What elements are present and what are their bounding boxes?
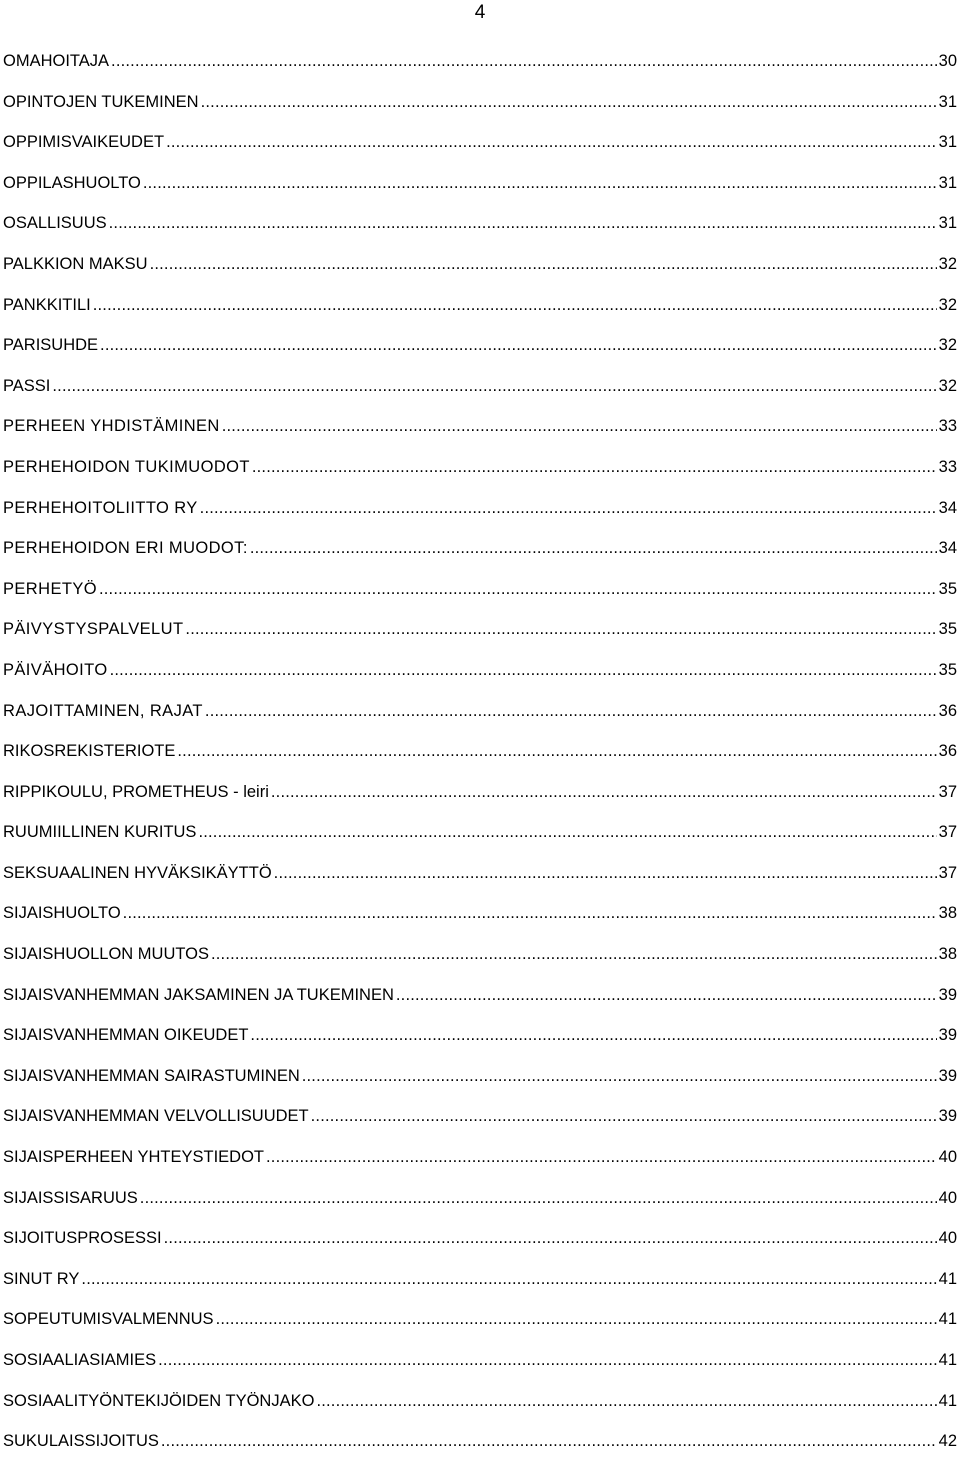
toc-entry-title: OPPIMISVAIKEUDET bbox=[3, 133, 165, 152]
dot-leader bbox=[252, 451, 937, 483]
dot-leader bbox=[185, 613, 936, 645]
toc-entry[interactable] bbox=[3, 167, 957, 208]
toc-entry-page: 31 bbox=[938, 92, 957, 111]
toc-entry-page: 34 bbox=[938, 539, 957, 558]
toc-entry-page: 37 bbox=[938, 863, 957, 882]
toc-entry-page: 35 bbox=[938, 660, 957, 679]
toc-entry-title: PALKKION MAKSU bbox=[3, 254, 148, 273]
toc-entry-page: 39 bbox=[938, 985, 957, 1004]
toc-entry-title: OPINTOJEN TUKEMINEN bbox=[3, 92, 199, 111]
toc-entry-page: 30 bbox=[938, 52, 957, 70]
dot-leader bbox=[205, 695, 937, 727]
toc-entry-page: 33 bbox=[938, 417, 957, 436]
dot-leader bbox=[166, 126, 937, 158]
toc-entry[interactable] bbox=[3, 1060, 957, 1101]
toc-entry[interactable] bbox=[3, 573, 957, 614]
toc-entry-page: 37 bbox=[938, 782, 957, 801]
dot-leader bbox=[198, 816, 936, 848]
toc-entry-title: PERHETYÖ bbox=[3, 579, 97, 598]
toc-entry-page: 33 bbox=[938, 457, 957, 476]
dot-leader bbox=[93, 289, 937, 321]
toc-entry[interactable] bbox=[3, 776, 957, 817]
toc-entry[interactable] bbox=[3, 410, 957, 451]
dot-leader bbox=[222, 410, 937, 442]
dot-leader bbox=[52, 370, 936, 402]
toc-entry-title: SIJAISVANHEMMAN SAIRASTUMINEN bbox=[3, 1066, 300, 1085]
toc-entry-title: PERHEHOIDON ERI MUODOT: bbox=[3, 539, 248, 558]
toc-entry[interactable] bbox=[3, 1263, 957, 1304]
toc-entry-page: 40 bbox=[938, 1229, 957, 1248]
toc-entry-page: 36 bbox=[938, 701, 957, 720]
dot-leader bbox=[211, 938, 937, 970]
toc-entry-title: SIJAISHUOLLON MUUTOS bbox=[3, 945, 209, 964]
toc-entry-title: OMAHOITAJA bbox=[3, 52, 110, 70]
toc-entry-title: SOPEUTUMISVALMENNUS bbox=[3, 1310, 214, 1329]
toc-entry-page: 40 bbox=[938, 1188, 957, 1207]
toc-entry-title: SIJAISVANHEMMAN JAKSAMINEN JA TUKEMINEN bbox=[3, 985, 394, 1004]
dot-leader bbox=[302, 1060, 937, 1092]
dot-leader bbox=[396, 979, 937, 1011]
toc-entry-title: SIJAISHUOLTO bbox=[3, 904, 121, 923]
dot-leader bbox=[271, 776, 937, 808]
toc-entry-title: SIJAISVANHEMMAN OIKEUDET bbox=[3, 1026, 249, 1045]
toc-entry-title: SOSIAALIASIAMIES bbox=[3, 1351, 157, 1369]
dot-leader bbox=[100, 329, 937, 361]
toc-entry-title: PÄIVÄHOITO bbox=[3, 660, 108, 679]
toc-entry-title: SIJAISVANHEMMAN VELVOLLISUUDET bbox=[3, 1107, 309, 1126]
dot-leader bbox=[143, 167, 937, 199]
dot-leader bbox=[161, 1425, 937, 1457]
toc-entry-page: 41 bbox=[938, 1310, 957, 1329]
toc-entry-page: 41 bbox=[938, 1391, 957, 1410]
dot-leader bbox=[123, 897, 937, 929]
toc-entry[interactable] bbox=[3, 857, 957, 898]
toc-entry-page: 31 bbox=[938, 214, 957, 233]
dot-leader bbox=[266, 1141, 937, 1173]
toc-entry-page: 38 bbox=[938, 945, 957, 964]
toc-entry[interactable] bbox=[3, 1019, 957, 1060]
toc-entry[interactable] bbox=[3, 207, 957, 248]
toc-entry-page: 32 bbox=[938, 336, 957, 355]
toc-entry-title: SIJOITUSPROSESSI bbox=[3, 1229, 162, 1248]
toc-entry-page: 41 bbox=[938, 1351, 957, 1369]
toc-entry[interactable] bbox=[3, 613, 957, 654]
toc-entry-page: 31 bbox=[938, 133, 957, 152]
toc-entry-title: SEKSUAALINEN HYVÄKSIKÄYTTÖ bbox=[3, 863, 272, 882]
dot-leader bbox=[216, 1303, 937, 1335]
toc-entry-title: RAJOITTAMINEN, RAJAT bbox=[3, 701, 203, 720]
toc-entry-title: PERHEHOITOLIITTO RY bbox=[3, 498, 198, 517]
toc-entry[interactable] bbox=[3, 897, 957, 938]
toc-entry-title: RIKOSREKISTERIOTE bbox=[3, 742, 176, 761]
toc-entry[interactable] bbox=[3, 370, 957, 411]
toc-entry[interactable] bbox=[3, 695, 957, 736]
dot-leader bbox=[158, 1344, 937, 1376]
toc-entry[interactable] bbox=[3, 329, 957, 370]
dot-leader bbox=[250, 532, 937, 564]
toc-entry[interactable] bbox=[3, 45, 957, 86]
toc-entry-page: 40 bbox=[938, 1148, 957, 1167]
toc-entry[interactable] bbox=[3, 86, 957, 127]
toc-entry[interactable] bbox=[3, 1100, 957, 1141]
toc-entry[interactable] bbox=[3, 938, 957, 979]
toc-entry-title: RUUMIILLINEN KURITUS bbox=[3, 823, 197, 842]
page-number: 4 bbox=[474, 2, 486, 23]
dot-leader bbox=[311, 1100, 937, 1132]
toc-entry[interactable] bbox=[3, 289, 957, 330]
toc-entry-title: PASSI bbox=[3, 376, 51, 395]
dot-leader bbox=[99, 573, 937, 605]
toc-entry-title: OSALLISUUS bbox=[3, 214, 107, 233]
toc-entry[interactable] bbox=[3, 451, 957, 492]
toc-entry-title: SIJAISSISARUUS bbox=[3, 1188, 138, 1207]
toc-entry[interactable] bbox=[3, 126, 957, 167]
toc-entry-page: 42 bbox=[938, 1432, 957, 1451]
toc-entry-title: PANKKITILI bbox=[3, 295, 91, 314]
toc-entry[interactable] bbox=[3, 248, 957, 289]
toc-entry-title: PERHEHOIDON TUKIMUODOT bbox=[3, 457, 250, 476]
toc-entry-page: 34 bbox=[938, 498, 957, 517]
toc-entry[interactable] bbox=[3, 532, 957, 573]
dot-leader bbox=[316, 1385, 936, 1417]
toc-entry-page: 41 bbox=[938, 1269, 957, 1288]
dot-leader bbox=[111, 45, 937, 77]
toc-entry[interactable] bbox=[3, 1344, 957, 1385]
toc-entry[interactable] bbox=[3, 1222, 957, 1263]
dot-leader bbox=[177, 735, 936, 767]
toc-entry[interactable] bbox=[3, 816, 957, 857]
toc-entry-title: PERHEEN YHDISTÄMINEN bbox=[3, 417, 220, 436]
toc-entry[interactable] bbox=[3, 735, 957, 776]
toc-entry-title: OPPILASHUOLTO bbox=[3, 173, 141, 192]
toc-entry[interactable] bbox=[3, 654, 957, 695]
toc-entry-page: 37 bbox=[938, 823, 957, 842]
toc-entry-title: SUKULAISSIJOITUS bbox=[3, 1432, 159, 1451]
toc-entry-page: 32 bbox=[938, 254, 957, 273]
dot-leader bbox=[110, 654, 937, 686]
toc-entry-page: 35 bbox=[938, 579, 957, 598]
toc-entry[interactable] bbox=[3, 1425, 957, 1466]
toc-entry-page: 31 bbox=[938, 173, 957, 192]
toc-entry[interactable] bbox=[3, 1385, 957, 1426]
dot-leader bbox=[274, 857, 937, 889]
toc-entry-title: RIPPIKOULU, PROMETHEUS - leiri bbox=[3, 782, 269, 801]
toc-entry[interactable] bbox=[3, 1141, 957, 1182]
dot-leader bbox=[109, 207, 937, 239]
toc-entry-page: 32 bbox=[938, 376, 957, 395]
toc-entry-page: 35 bbox=[938, 620, 957, 639]
toc-entry-title: SIJAISPERHEEN YHTEYSTIEDOT bbox=[3, 1148, 265, 1167]
toc-entry[interactable] bbox=[3, 492, 957, 533]
dot-leader bbox=[150, 248, 937, 280]
toc-entry-page: 39 bbox=[938, 1066, 957, 1085]
table-of-contents bbox=[3, 45, 957, 1466]
toc-entry-page: 38 bbox=[938, 904, 957, 923]
dot-leader bbox=[200, 492, 937, 524]
dot-leader bbox=[164, 1222, 937, 1254]
toc-entry[interactable] bbox=[3, 979, 957, 1020]
toc-entry-page: 32 bbox=[938, 295, 957, 314]
toc-entry-title: SINUT RY bbox=[3, 1269, 80, 1288]
dot-leader bbox=[140, 1182, 937, 1214]
toc-entry-page: 39 bbox=[938, 1026, 957, 1045]
dot-leader bbox=[81, 1263, 936, 1295]
toc-entry-page: 36 bbox=[938, 742, 957, 761]
toc-entry-page: 39 bbox=[938, 1107, 957, 1126]
toc-entry[interactable] bbox=[3, 1182, 957, 1223]
toc-entry-title: PÄIVYSTYSPALVELUT bbox=[3, 620, 184, 639]
toc-entry-title: SOSIAALITYÖNTEKIJÖIDEN TYÖNJAKO bbox=[3, 1391, 315, 1410]
dot-leader bbox=[201, 86, 937, 118]
dot-leader bbox=[250, 1019, 936, 1051]
toc-entry[interactable] bbox=[3, 1303, 957, 1344]
toc-entry-title: PARISUHDE bbox=[3, 336, 99, 355]
